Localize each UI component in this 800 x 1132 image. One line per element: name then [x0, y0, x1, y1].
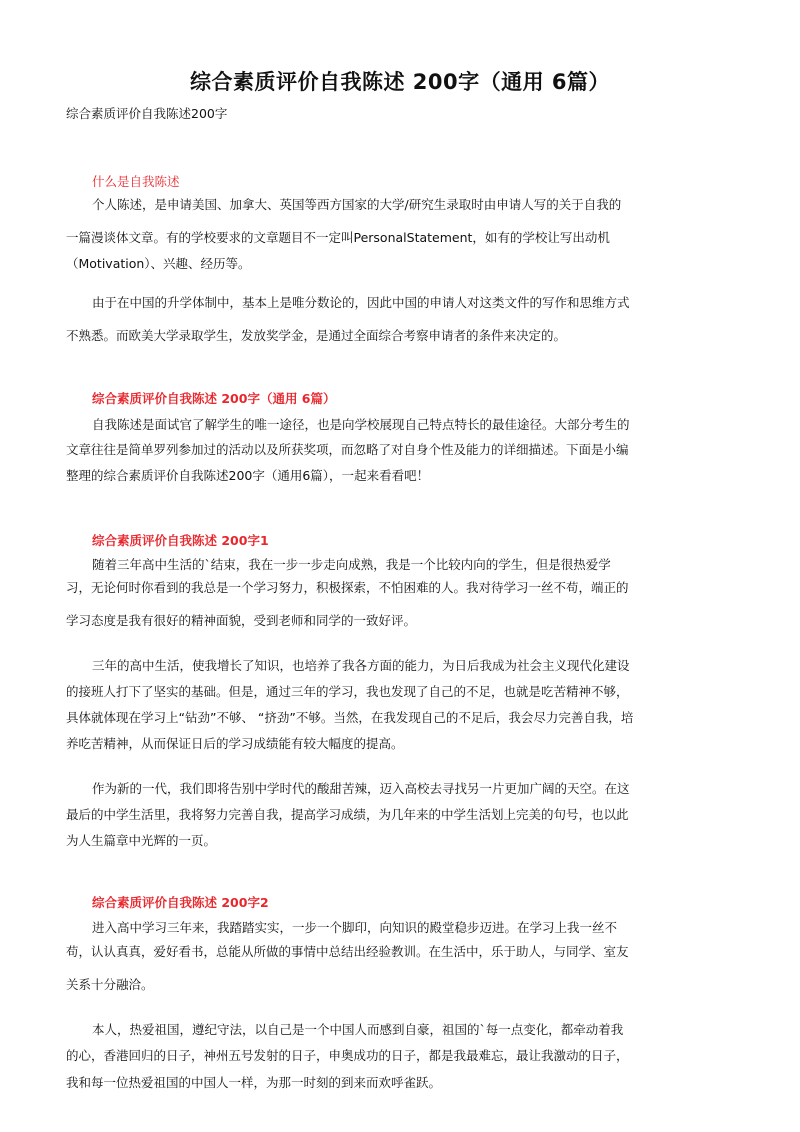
paragraph-line: 关系十分融洽。 — [66, 977, 154, 992]
paragraph-line: 随着三年高中生活的`结束，我在一步一步走向成熟，我是一个比较内向的学生，但是很热爱学 — [92, 557, 611, 572]
section-heading: 什么是自我陈述 — [92, 174, 180, 189]
paragraph-line: 作为新的一代，我们即将告别中学时代的酸甜苦辣，迈入高校去寻找另一片更加广阔的天空。在这 — [92, 781, 630, 796]
paragraph-line: 最后的中学生活里，我将努力完善自我，提高学习成绩，为几年来的中学生活划上完美的句号，也以此 — [66, 807, 629, 822]
paragraph-line: 习，无论何时你看到的我总是一个学习努力，积极探索，不怕困难的人。我对待学习一丝不苟，端正的 — [66, 580, 629, 595]
paragraph-line: 一篇漫谈体文章。有的学校要求的文章题目不一定叫PersonalStatement，如有的学校让写出动机 — [66, 230, 610, 245]
paragraph-line: 文章往往是简单罗列参加过的活动以及所获奖项，而忽略了对自身个性及能力的详细描述。下面是小编 — [66, 442, 629, 457]
paragraph-line: 为人生篇章中光辉的一页。 — [66, 833, 217, 848]
paragraph-line: 我和每一位热爱祖国的中国人一样，为那一时刻的到来而欢呼雀跃。 — [66, 1075, 442, 1090]
paragraph-line: 学习态度是我有很好的精神面貌，受到老师和同学的一致好评。 — [66, 613, 417, 628]
paragraph-line: 进入高中学习三年来，我踏踏实实，一步一个脚印，向知识的殿堂稳步迈进。在学习上我一丝不 — [92, 920, 618, 935]
paragraph-line: 苟，认认真真，爱好看书，总能从所做的事情中总结出经验教训。在生活中，乐于助人，与同学、室友 — [66, 944, 629, 959]
section-heading: 综合素质评价自我陈述 200字（通用 6篇） — [92, 391, 336, 406]
page-title: 综合素质评价自我陈述 200字（通用 6篇） — [189, 70, 611, 94]
page-subtitle: 综合素质评价自我陈述200字 — [66, 106, 228, 121]
paragraph-line: 的心，香港回归的日子，神州五号发射的日子，申奥成功的日子，都是我最难忘，最让我激动的日子， — [66, 1048, 629, 1063]
paragraph-line: 由于在中国的升学体制中，基本上是唯分数论的，因此中国的申请人对这类文件的写作和思维方式 — [92, 295, 630, 310]
paragraph-line: 养吃苦精神，从而保证日后的学习成绩能有较大幅度的提高。 — [66, 736, 404, 751]
paragraph-line: 自我陈述是面试官了解学生的唯一途径，也是向学校展现自己特点特长的最佳途径。大部分考生的 — [92, 417, 630, 432]
section-heading: 综合素质评价自我陈述 200字1 — [92, 533, 269, 548]
paragraph-line: （Motivation）、兴趣、经历等。 — [66, 256, 251, 271]
paragraph-line: 个人陈述，是申请美国、加拿大、英国等西方国家的大学/研究生录取时由申请人写的关于自我的 — [92, 197, 622, 212]
section-heading: 综合素质评价自我陈述 200字2 — [92, 895, 269, 910]
paragraph-line: 整理的综合素质评价自我陈述200字（通用6篇），一起来看看吧！ — [66, 468, 430, 483]
paragraph-line: 不熟悉。而欧美大学录取学生，发放奖学金，是通过全面综合考察申请者的条件来决定的。 — [66, 328, 567, 343]
paragraph-line: 具体就体现在学习上“钻劲”不够、 “挤劲”不够。当然，在我发现自己的不足后，我会尽力完善自我，培 — [66, 710, 634, 725]
paragraph-line: 的接班人打下了坚实的基础。但是，通过三年的学习，我也发现了自己的不足，也就是吃苦精神不够， — [66, 684, 629, 699]
paragraph-line: 三年的高中生活，使我增长了知识，也培养了我各方面的能力，为日后我成为社会主义现代化建设 — [92, 658, 630, 673]
paragraph-line: 本人，热爱祖国，遵纪守法，以自己是一个中国人而感到自豪，祖国的`每一点变化，都牵动着我 — [92, 1022, 624, 1037]
